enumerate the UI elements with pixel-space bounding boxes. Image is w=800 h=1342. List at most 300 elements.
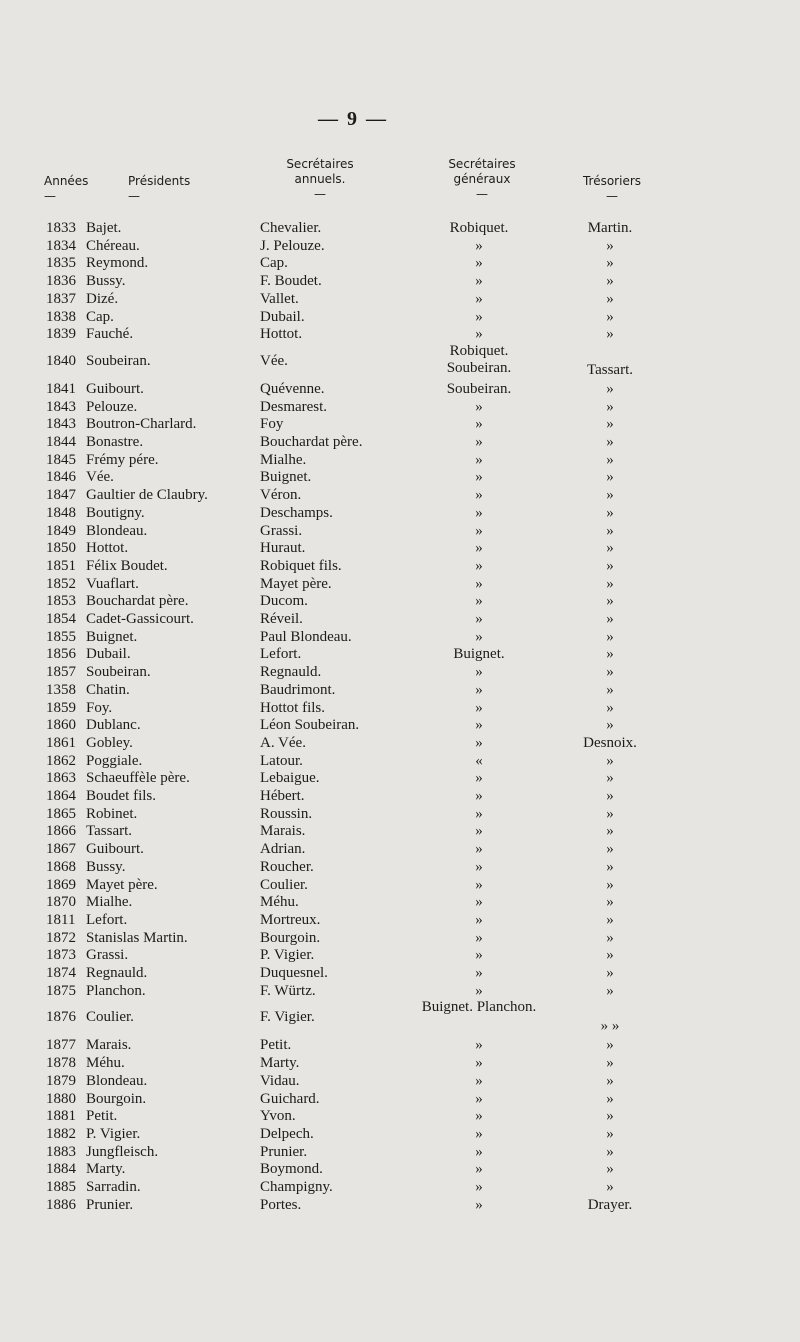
secretaire-general-cell: »	[475, 326, 483, 343]
tresorier-cell: »	[606, 1161, 614, 1178]
table-row	[0, 752, 800, 770]
year-cell: 1837	[46, 290, 76, 307]
secretaire-general-cell: »	[475, 1125, 483, 1142]
tresorier-cell: »	[606, 823, 614, 840]
tresorier-cell: »	[606, 290, 614, 307]
secretaire-general-cell: »	[475, 290, 483, 307]
year-cell: 1868	[46, 858, 76, 875]
secretaire-annuel-cell: Hottot fils.	[260, 699, 326, 716]
table-row	[0, 699, 800, 717]
secretaire-general-cell: »	[475, 664, 483, 681]
secretaire-general-cell: »	[475, 540, 483, 557]
tresorier-cell: »	[606, 1143, 614, 1160]
secretaire-general-cell: »	[475, 805, 483, 822]
tresorier-cell: Desnoix.	[583, 734, 637, 751]
year-cell: 1852	[46, 575, 76, 592]
president-cell: Vée.	[86, 469, 114, 486]
president-cell: Boutigny.	[86, 504, 145, 521]
table-row	[0, 343, 800, 379]
tresorier-cell: »	[606, 575, 614, 592]
president-cell: Buignet.	[86, 628, 138, 645]
secretaire-annuel-cell: Coulier.	[260, 876, 308, 893]
header-dash: —	[128, 189, 140, 203]
page-number: — 9 —	[318, 108, 388, 130]
president-cell: Robinet.	[86, 805, 138, 822]
president-cell: Dubail.	[86, 646, 131, 663]
tresorier-cell: »	[606, 858, 614, 875]
table-row	[0, 911, 800, 929]
president-cell: Cap.	[86, 308, 114, 325]
secretaire-annuel-cell: A. Vée.	[260, 734, 306, 751]
tresorier-cell: »	[606, 929, 614, 946]
table-row	[0, 787, 800, 805]
year-cell: 1860	[46, 717, 76, 734]
table-row	[0, 290, 800, 308]
secretaire-general-cell: »	[475, 557, 483, 574]
secretaire-annuel-cell: Latour.	[260, 752, 303, 769]
secretaire-annuel-cell: Vallet.	[260, 290, 299, 307]
president-cell: Reymond.	[86, 255, 149, 272]
tresorier-cell: »	[606, 593, 614, 610]
president-cell: Guibourt.	[86, 841, 144, 858]
tresorier-cell: »	[606, 557, 614, 574]
table-row	[0, 893, 800, 911]
secretaire-general-cell: Soubeiran.	[446, 380, 512, 397]
secretaire-annuel-cell: Petit.	[260, 1037, 292, 1054]
president-cell: Stanislas Martin.	[86, 929, 188, 946]
table-row	[0, 1143, 800, 1161]
year-cell: 1869	[46, 876, 76, 893]
secretaire-general-cell: »	[475, 1196, 483, 1213]
secretaire-annuel-cell: Guichard.	[260, 1090, 320, 1107]
secretaire-annuel-cell: Vée.	[260, 352, 288, 369]
secretaire-annuel-cell: Regnauld.	[260, 664, 322, 681]
year-cell: 1841	[46, 380, 76, 397]
secretaire-annuel-cell: Marais.	[260, 823, 306, 840]
table-row	[0, 999, 800, 1035]
tresorier-cell: » »	[600, 1018, 620, 1035]
year-cell: 1853	[46, 593, 76, 610]
secretaire-annuel-cell: Baudrimont.	[260, 681, 336, 698]
year-cell: 1864	[46, 788, 76, 804]
year-cell: 1874	[46, 965, 76, 981]
tresorier-cell: »	[606, 504, 614, 521]
table-row	[0, 1054, 800, 1072]
table-row	[0, 734, 800, 752]
year-cell: 1861	[46, 734, 76, 751]
tresorier-cell: »	[606, 646, 614, 663]
secretaire-general-cell: »	[475, 1055, 483, 1072]
table-row	[0, 681, 800, 699]
year-cell: 1884	[46, 1161, 76, 1178]
president-cell: Foy.	[86, 699, 113, 716]
president-cell: Boutron-Charlard.	[86, 416, 197, 433]
secretaire-general-cell: »	[475, 858, 483, 875]
president-cell: Planchon.	[86, 982, 146, 999]
table-row	[0, 468, 800, 486]
president-cell: Jungfleisch.	[86, 1143, 159, 1160]
year-cell: 1840	[46, 352, 76, 369]
tresorier-cell: »	[606, 894, 614, 911]
secretaire-annuel-cell: Deschamps.	[260, 504, 333, 521]
year-cell: 1880	[46, 1090, 76, 1107]
secretaire-general-cell: »	[475, 628, 483, 645]
president-cell: Bussy.	[86, 858, 126, 875]
year-cell: 1847	[46, 487, 76, 504]
header-presidents-label: Présidents	[128, 174, 191, 188]
secretaire-general-cell: »	[475, 965, 483, 981]
tresorier-cell: »	[606, 416, 614, 433]
tresorier-cell: »	[606, 255, 614, 272]
secretaire-general-cell: »	[475, 947, 483, 964]
tresorier-cell: »	[606, 1055, 614, 1072]
secretaire-annuel-cell: Prunier.	[260, 1143, 308, 1160]
header-dash: —	[314, 187, 326, 201]
tresorier-cell: »	[606, 717, 614, 734]
tresorier-cell: »	[606, 540, 614, 557]
secretaire-general-cell: »	[475, 237, 483, 254]
table-row	[0, 308, 800, 326]
table-row	[0, 964, 800, 982]
year-cell: 1875	[46, 982, 76, 999]
secretaire-general-cell: «	[475, 752, 483, 769]
president-cell: Petit.	[86, 1108, 118, 1125]
tresorier-cell: »	[606, 788, 614, 804]
president-cell: Coulier.	[86, 1009, 134, 1026]
president-cell: Bonastre.	[86, 434, 144, 450]
table-row	[0, 1107, 800, 1125]
secretaire-annuel-cell: P. Vigier.	[260, 947, 315, 964]
secretaire-general-cell: »	[475, 929, 483, 946]
secretaire-general-cell: »	[475, 894, 483, 911]
secretaire-annuel-cell: Huraut.	[260, 540, 306, 557]
secretaire-annuel-cell: Bouchardat père.	[260, 434, 363, 450]
secretaire-annuel-cell: Mialhe.	[260, 451, 307, 468]
table-row	[0, 929, 800, 947]
table-row	[0, 415, 800, 433]
tresorier-cell: Tassart.	[586, 361, 634, 378]
table-row	[0, 982, 800, 1000]
table-row	[0, 380, 800, 398]
year-cell: 1855	[46, 628, 76, 645]
president-cell: Gaultier de Claubry.	[86, 487, 208, 504]
year-cell: 1865	[46, 805, 76, 822]
president-cell: Bourgoin.	[86, 1090, 147, 1107]
tresorier-cell: »	[606, 947, 614, 964]
secretaire-general-cell: »	[475, 308, 483, 325]
secretaire-annuel-cell: Dubail.	[260, 308, 305, 325]
year-cell: 1850	[46, 540, 76, 557]
secretaire-annuel-cell: Portes.	[260, 1196, 302, 1213]
secretaire-general-cell: »	[475, 1143, 483, 1160]
secretaire-annuel-cell: Roucher.	[260, 858, 314, 875]
header-dash: —	[606, 189, 618, 203]
president-cell: Cadet-Gassicourt.	[86, 611, 194, 627]
secretaire-annuel-cell: Roussin.	[260, 805, 313, 822]
tresorier-cell: »	[606, 451, 614, 468]
secretaire-general-cell: »	[475, 487, 483, 504]
table-row	[0, 522, 800, 540]
table-row	[0, 504, 800, 522]
tresorier-cell: »	[606, 522, 614, 539]
secretaire-annuel-cell: Boymond.	[260, 1161, 323, 1178]
secretaire-annuel-cell: Mortreux.	[260, 911, 321, 928]
tresorier-cell: »	[606, 841, 614, 858]
president-cell: Prunier.	[86, 1196, 134, 1213]
year-cell: 1881	[46, 1108, 76, 1125]
secretaire-general-cell: »	[475, 681, 483, 698]
president-cell: Mayet père.	[86, 876, 158, 893]
tresorier-cell: »	[606, 876, 614, 893]
secretaire-general-cell: »	[475, 255, 483, 272]
secretaire-general-cell: Robiquet.	[449, 220, 509, 236]
year-cell: 1859	[46, 699, 76, 716]
president-cell: Tassart.	[86, 823, 133, 840]
tresorier-cell: »	[606, 398, 614, 415]
secretaire-annuel-cell: F. Boudet.	[260, 273, 322, 290]
president-cell: Chéreau.	[86, 237, 140, 254]
year-cell: 1879	[46, 1072, 76, 1089]
tresorier-cell: »	[606, 770, 614, 787]
tresorier-cell: »	[606, 380, 614, 397]
tresorier-cell: »	[606, 911, 614, 928]
president-cell: Dizé.	[86, 290, 119, 307]
secretaire-general-cell: »	[475, 469, 483, 486]
secretaire-annuel-cell: Hottot.	[260, 326, 303, 343]
header-annees-label: Années	[44, 174, 89, 188]
table-row	[0, 1160, 800, 1178]
tresorier-cell: »	[606, 699, 614, 716]
table-row	[0, 325, 800, 343]
year-cell: 1856	[46, 646, 76, 663]
president-cell: Grassi.	[86, 947, 129, 964]
table-row	[0, 946, 800, 964]
year-cell: 1870	[46, 894, 76, 911]
tresorier-cell: »	[606, 237, 614, 254]
tresorier-cell: »	[606, 982, 614, 999]
secretaire-general-cell: »	[475, 522, 483, 539]
secretaire-general-cell: »	[475, 451, 483, 468]
secretaire-general-cell: »	[475, 788, 483, 804]
tresorier-cell: »	[606, 434, 614, 450]
table-row	[0, 1178, 800, 1196]
president-cell: Schaeuffèle père.	[86, 770, 190, 787]
secretaire-general-cell: »	[475, 1108, 483, 1125]
secretaire-annuel-cell: Yvon.	[260, 1108, 296, 1125]
president-cell: Soubeiran.	[86, 352, 151, 369]
secretaire-annuel-cell: Robiquet fils.	[260, 557, 342, 574]
year-cell: 1838	[46, 308, 76, 325]
table-row	[0, 433, 800, 451]
tresorier-cell: »	[606, 469, 614, 486]
tresorier-cell: »	[606, 487, 614, 504]
secretaire-general-cell: »	[475, 734, 483, 751]
header-dash: —	[44, 189, 56, 203]
president-cell: Bussy.	[86, 273, 126, 290]
president-cell: Boudet fils.	[86, 788, 156, 804]
secretaire-annuel-cell: Cap.	[260, 255, 288, 272]
header-secretaires-generaux-label: Secrétaires généraux	[448, 157, 516, 186]
secretaire-general-cell: »	[475, 575, 483, 592]
president-cell: Marais.	[86, 1037, 132, 1054]
president-cell: Fauché.	[86, 326, 134, 343]
table-row	[0, 486, 800, 504]
year-cell: 1857	[46, 664, 76, 681]
tresorier-cell: »	[606, 1037, 614, 1054]
table-row	[0, 1196, 800, 1214]
president-cell: P. Vigier.	[86, 1125, 141, 1142]
table-row	[0, 663, 800, 681]
president-cell: Méhu.	[86, 1055, 125, 1072]
tresorier-cell: »	[606, 681, 614, 698]
secretaire-general-cell: »	[475, 876, 483, 893]
secretaire-annuel-cell: Marty.	[260, 1055, 300, 1072]
president-cell: Bouchardat père.	[86, 593, 189, 610]
year-cell: 1848	[46, 504, 76, 521]
president-cell: Blondeau.	[86, 1072, 148, 1089]
secretaire-general-cell: »	[475, 1037, 483, 1054]
secretaire-annuel-cell: Lefort.	[260, 646, 302, 663]
secretaire-annuel-cell: Léon Soubeiran.	[260, 717, 360, 734]
president-cell: Regnauld.	[86, 965, 148, 981]
header-secretaires-annuels-label: Secrétaires annuels.	[286, 157, 354, 186]
secretaire-general-cell: »	[475, 717, 483, 734]
president-cell: Chatin.	[86, 681, 130, 698]
table-row	[0, 716, 800, 734]
tresorier-cell: »	[606, 1108, 614, 1125]
tresorier-cell: »	[606, 1125, 614, 1142]
president-cell: Bajet.	[86, 220, 122, 236]
president-cell: Soubeiran.	[86, 664, 151, 681]
tresorier-cell: Drayer.	[587, 1196, 633, 1213]
tresorier-cell: »	[606, 1072, 614, 1089]
table-row	[0, 1036, 800, 1054]
year-cell: 1844	[46, 434, 76, 450]
secretaire-general-cell: »	[475, 911, 483, 928]
president-cell: Poggiale.	[86, 752, 143, 769]
secretaire-general-cell: »	[475, 593, 483, 610]
year-cell: 1835	[46, 255, 76, 272]
secretaire-annuel-cell: Grassi.	[260, 522, 303, 539]
secretaire-annuel-cell: Lebaigue.	[260, 770, 320, 787]
president-cell: Guibourt.	[86, 380, 144, 397]
table-row	[0, 254, 800, 272]
table-row	[0, 645, 800, 663]
secretaire-general-cell: Buignet. Planchon.	[421, 999, 537, 1016]
table-row	[0, 822, 800, 840]
president-cell: Blondeau.	[86, 522, 148, 539]
secretaire-annuel-cell: Mayet père.	[260, 575, 332, 592]
secretaire-general-cell: »	[475, 770, 483, 787]
table-row	[0, 840, 800, 858]
secretaire-general-cell: »	[475, 504, 483, 521]
year-cell: 1839	[46, 326, 76, 343]
table-row	[0, 539, 800, 557]
year-cell: 1882	[46, 1125, 76, 1142]
secretaire-annuel-cell: Méhu.	[260, 894, 299, 911]
president-cell: Hottot.	[86, 540, 129, 557]
year-cell: 1863	[46, 770, 76, 787]
secretaire-annuel-cell: Paul Blondeau.	[260, 628, 352, 645]
secretaire-general-cell: »	[475, 611, 483, 627]
secretaire-annuel-cell: Desmarest.	[260, 398, 328, 415]
secretaire-annuel-cell: Vidau.	[260, 1072, 300, 1089]
secretaire-annuel-cell: Delpech.	[260, 1125, 314, 1142]
secretaire-annuel-cell: Duquesnel.	[260, 965, 328, 981]
secretaire-annuel-cell: Réveil.	[260, 611, 303, 627]
table-row	[0, 769, 800, 787]
secretaire-annuel-cell: Quévenne.	[260, 380, 325, 397]
secretaire-annuel-cell: Chevalier.	[260, 220, 322, 236]
secretaire-general-cell: »	[475, 699, 483, 716]
tresorier-cell: »	[606, 273, 614, 290]
secretaire-general-cell: »	[475, 273, 483, 290]
tresorier-cell: »	[606, 664, 614, 681]
year-cell: 1851	[46, 557, 76, 574]
secretaire-general-cell: »	[475, 434, 483, 450]
table-row	[0, 272, 800, 290]
secretaire-general-cell: »	[475, 982, 483, 999]
secretaire-general-cell: »	[475, 416, 483, 433]
year-cell: 1878	[46, 1055, 76, 1072]
secretaire-annuel-cell: Ducom.	[260, 593, 308, 610]
president-cell: Dublanc.	[86, 717, 141, 734]
header-tresoriers-label: Trésoriers	[582, 174, 642, 188]
year-cell: 1872	[46, 929, 76, 946]
secretaire-annuel-cell: Bourgoin.	[260, 929, 321, 946]
secretaire-general-cell: Buignet.	[453, 646, 505, 663]
secretaire-general-cell: »	[475, 1161, 483, 1178]
header-dash: —	[476, 187, 488, 201]
president-cell: Mialhe.	[86, 894, 133, 911]
table-row	[0, 610, 800, 628]
year-cell: 1876	[46, 1009, 76, 1026]
tresorier-cell: »	[606, 805, 614, 822]
year-cell: 1846	[46, 469, 76, 486]
table-row	[0, 398, 800, 416]
secretaire-annuel-cell: Foy	[260, 416, 284, 433]
secretaire-general-cell: »	[475, 1072, 483, 1089]
tresorier-cell: »	[606, 611, 614, 627]
table-row	[0, 1072, 800, 1090]
secretaire-annuel-cell: J. Pelouze.	[260, 237, 325, 254]
tresorier-cell: »	[606, 628, 614, 645]
table-row	[0, 451, 800, 469]
president-cell: Frémy pére.	[86, 451, 159, 468]
table-row	[0, 876, 800, 894]
tresorier-cell: »	[606, 326, 614, 343]
year-cell: 1843	[46, 398, 76, 415]
president-cell: Gobley.	[86, 734, 133, 751]
tresorier-cell: Martin.	[587, 220, 633, 236]
president-cell: Lefort.	[86, 911, 128, 928]
secretaire-annuel-cell: F. Vigier.	[260, 1009, 315, 1026]
table-row	[0, 1090, 800, 1108]
year-cell: 1849	[46, 522, 76, 539]
year-cell: 1833	[46, 220, 76, 236]
secretaire-annuel-cell: Hébert.	[260, 788, 305, 804]
year-cell: 1877	[46, 1037, 76, 1054]
year-cell: 1836	[46, 273, 76, 290]
year-cell: 1866	[46, 823, 76, 840]
secretaire-general-cell: »	[475, 1179, 483, 1195]
secretaire-annuel-cell: Champigny.	[260, 1179, 333, 1195]
tresorier-cell: »	[606, 308, 614, 325]
table-row	[0, 557, 800, 575]
president-cell: Pelouze.	[86, 398, 138, 415]
secretaire-annuel-cell: Véron.	[260, 487, 302, 504]
year-cell: 1834	[46, 237, 76, 254]
